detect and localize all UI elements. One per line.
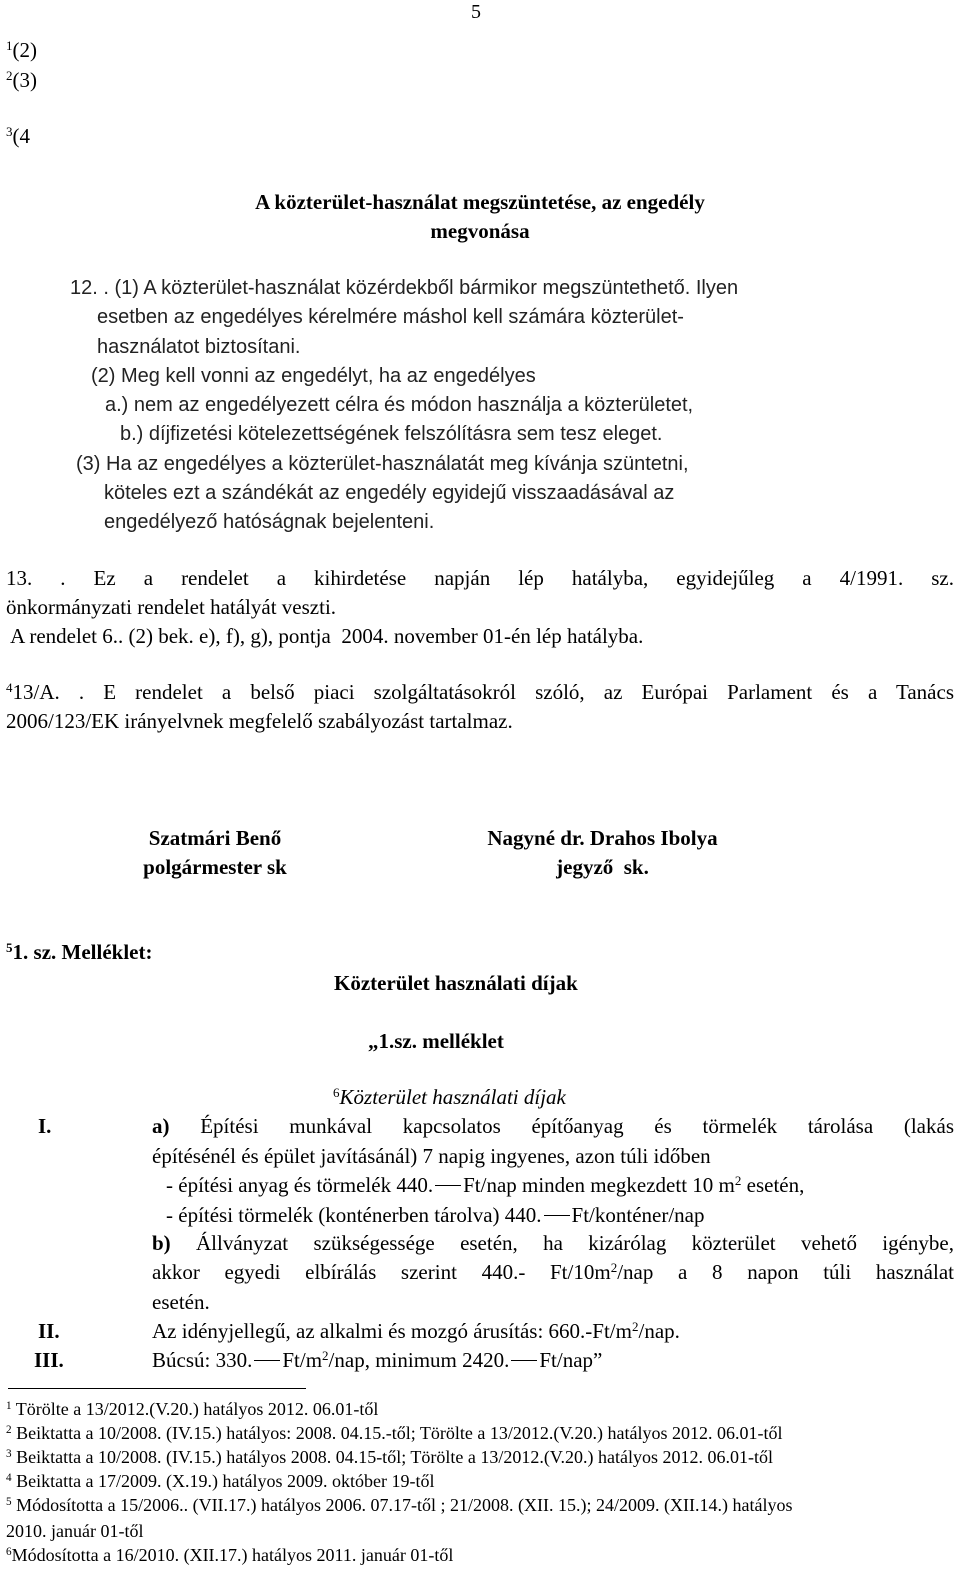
item-a-sub2: - építési törmelék (konténerben tárolva) 440. Ft/konténer/nap	[166, 1203, 705, 1227]
removed-ref-3: $^3$(4	[6, 123, 31, 148]
s12-a: a.) nem az engedélyezett célra és módon használja a közterületet,	[105, 394, 694, 416]
removed-ref-2: $^2$(3)	[6, 67, 38, 92]
footnote-ref: 5	[6, 939, 13, 955]
footnote-ref: 4	[6, 679, 13, 695]
s12-line3: használatot biztosítani.	[97, 336, 301, 358]
item-III-text: Búcsú: 330. $Ft/m^2$/nap, minimum 2420. Ft/nap”	[152, 1347, 603, 1372]
s12-p3-line3: engedélyező hatóságnak bejelenteni.	[104, 511, 435, 533]
footnote-ref: 3	[6, 123, 13, 139]
s12-p2: (2) Meg kell vonni az engedélyt, ha az engedélyes	[91, 365, 536, 387]
signature-mayor	[100, 828, 330, 878]
dash	[544, 1215, 570, 1216]
annex-label: $^5$1. sz. Melléklet:	[6, 939, 153, 964]
dash	[254, 1360, 280, 1361]
dash	[435, 1185, 461, 1186]
item-b-line2: akkor egyedi elbírálás szerint 440.- $Ft/10m^2$/nap a 8 napon túli használat	[152, 1259, 954, 1284]
mayor-title: polgármester sk	[143, 855, 287, 879]
page-number: 5	[471, 1, 481, 23]
item-a-line1: a) Építési munkával kapcsolatos építőanyag és törmelék tárolása (lakás	[152, 1114, 954, 1138]
s12-line1: 12. . (1) A közterület-használat közérdekből bármikor megszüntethető. Ilyen	[70, 277, 739, 299]
footnote-ref: 1	[6, 37, 13, 53]
annex-italic-title: $^6$Közterület használati díjak	[333, 1084, 566, 1109]
removed-ref-1: $^1$(2)	[6, 37, 38, 62]
item-b-line1: b) Állványzat szükségessége esetén, ha kizárólag közterület vehető igénybe,	[152, 1231, 954, 1255]
s12-p3-line2: köteles ezt a szándékát az engedély egyidejű visszaadásával az	[104, 482, 675, 504]
s13-line1: 13. . Ez a rendelet a kihirdetése napján lép hatályba, egyidejűleg a 4/1991. sz.	[6, 566, 954, 590]
s13-line2: önkormányzati rendelet hatályát veszti.	[6, 595, 337, 619]
footnote-5-cont: 2010. január 01-től	[6, 1521, 144, 1541]
s12-p3-line1: (3) Ha az engedélyes a közterület-használatát meg kívánja szüntetni,	[76, 453, 689, 475]
s13a-line1: $^4$13/A. . E rendelet a belső piaci szolgáltatásokról szóló, az Európai Parlament és a Tanács	[6, 679, 954, 704]
footnote-6: $^6$Módosította a 16/2010. (XII.17.) hatályos 2011. január 01-től	[6, 1545, 454, 1565]
signature-notary	[440, 828, 765, 878]
footnote-ref: 6	[333, 1084, 340, 1100]
item-II-text: Az idényjellegű, az alkalmi és mozgó árusítás: $660.-Ft/m^2$/nap.	[152, 1318, 680, 1343]
footnote-1: $^1$ Törölte a 13/2012.(V.20.) hatályos 2012. 06.01-től	[6, 1399, 379, 1419]
annex-title: Közterület használati díjak	[334, 971, 578, 995]
item-a-line2: építésénél és épület javításánál) 7 napig ingyenes, azon túli időben	[152, 1144, 711, 1168]
item-a-sub1: - építési anyag és törmelék 440. Ft/nap minden megkezdett 10 $m^2$ esetén,	[166, 1172, 805, 1197]
section-title: A közterület-használat megszüntetése, az engedély megvonása	[255, 190, 705, 243]
footnote-ref: 2	[6, 67, 13, 83]
item-I-number: I.	[38, 1114, 52, 1138]
item-II-number: II.	[38, 1319, 60, 1343]
annex-subtitle: „1.sz. melléklet	[368, 1029, 504, 1053]
s13-line3: A rendelet 6.. (2) bek. e), f), g), pontja 2004. november 01-én lép hatályba.	[6, 624, 644, 648]
footnote-5: $^5$ Módosította a 15/2006.. (VII.17.) hatályos 2006. 07.17-től ; 21/2008. (XII. 15.); 24/2009. (XII.14.) hatályos	[6, 1495, 793, 1515]
footnote-3: $^3$ Beiktatta a 10/2008. (IV.15.) hatályos 2008. 04.15-től; Törölte a 13/2012.(V.20.) hatályos 2012. 06.01-től	[6, 1447, 773, 1467]
footnote-separator	[8, 1388, 306, 1389]
dash	[511, 1360, 537, 1361]
footnote-4: $^4$ Beiktatta a 17/2009. (X.19.) hatályos 2009. október 19-től	[6, 1471, 435, 1491]
notary-title: jegyző sk.	[556, 855, 649, 879]
item-III-number: III.	[34, 1348, 64, 1372]
s12-line2: esetben az engedélyes kérelmére máshol kell számára közterület-	[97, 306, 684, 328]
footnote-2: $^2$ Beiktatta a 10/2008. (IV.15.) hatályos: 2008. 04.15.-től; Törölte a 13/2012.(V.20.) hatályos 2012. 06.01-től	[6, 1423, 783, 1443]
item-b-line3: esetén.	[152, 1290, 210, 1314]
notary-name: Nagyné dr. Drahos Ibolya	[487, 826, 718, 850]
s13a-line2: 2006/123/EK irányelvnek megfelelő szabályozást tartalmaz.	[6, 709, 513, 733]
s12-b: b.) díjfizetési kötelezettségének felszólításra sem tesz eleget.	[120, 423, 663, 445]
mayor-name: Szatmári Benő	[148, 826, 282, 850]
